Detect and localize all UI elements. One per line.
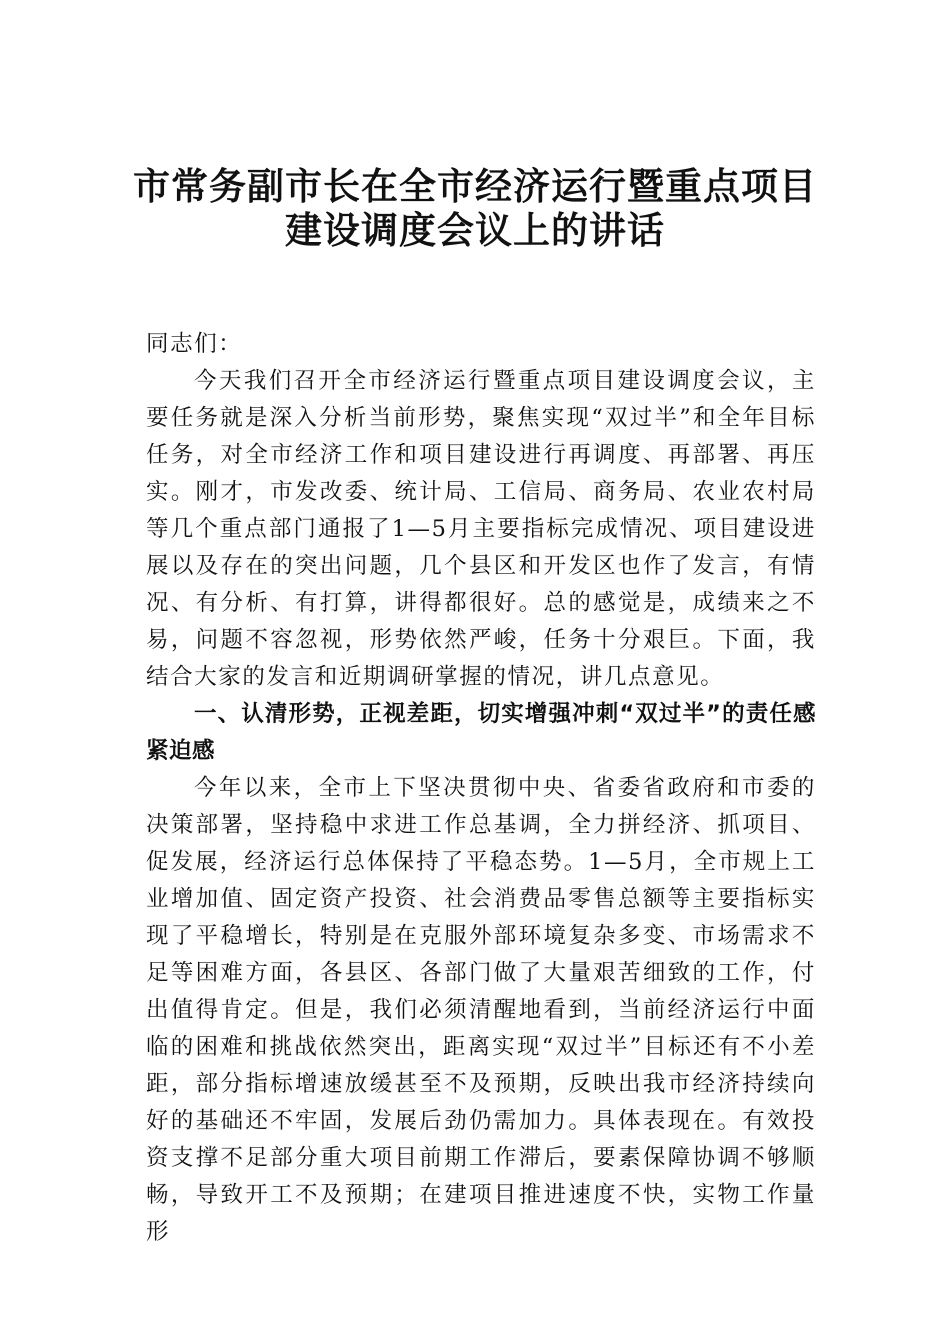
paragraph-intro: 今天我们召开全市经济运行暨重点项目建设调度会议，主要任务就是深入分析当前形势，聚焦实现“双过半”和全年目标任务，对全市经济工作和项目建设进行再调度、再部署、再压实。刚才，市发改委、统计局、工信局、商务局、农业农村局等几个重点部门通报了1—5月主要指标完成情况、项目建设进展以及存在的突出问题，几个县区和开发区也作了发言，有情况、有分析、有打算，讲得都很好。总的感觉是，成绩来之不易，问题不容忽视，形势依然严峻，任务十分艰巨。下面，我结合大家的发言和近期调研掌握的情况，讲几点意见。: [146, 368, 816, 690]
document-title-line-1: 市常务副市长在全市经济运行暨重点项目: [133, 164, 817, 208]
salutation: 同志们：: [146, 331, 243, 357]
section-heading-1: 一、认清形势，正视差距，切实增强冲刺“双过半”的责任感紧迫感: [146, 701, 816, 764]
document-title-line-2: 建设调度会议上的讲话: [285, 208, 665, 252]
document-body: [146, 326, 816, 1251]
paragraph-section-1: 今年以来，全市上下坚决贯彻中央、省委省政府和市委的决策部署，坚持稳中求进工作总基调，全力拼经济、抓项目、促发展，经济运行总体保持了平稳态势。1—5月，全市规上工业增加值、固定资产投资、社会消费品零售总额等主要指标实现了平稳增长，特别是在克服外部环境复杂多变、市场需求不足等困难方面，各县区、各部门做了大量艰苦细致的工作，付出值得肯定。但是，我们必须清醒地看到，当前经济运行中面临的困难和挑战依然突出，距离实现“双过半”目标还有不小差距，部分指标增速放缓甚至不及预期，反映出我市经济持续向好的基础还不牢固，发展后劲仍需加力。具体表现在。有效投资支撑不足部分重大项目前期工作滞后，要素保障协调不够顺畅，导致开工不及预期；在建项目推进速度不快，实物工作量形: [146, 775, 816, 1245]
